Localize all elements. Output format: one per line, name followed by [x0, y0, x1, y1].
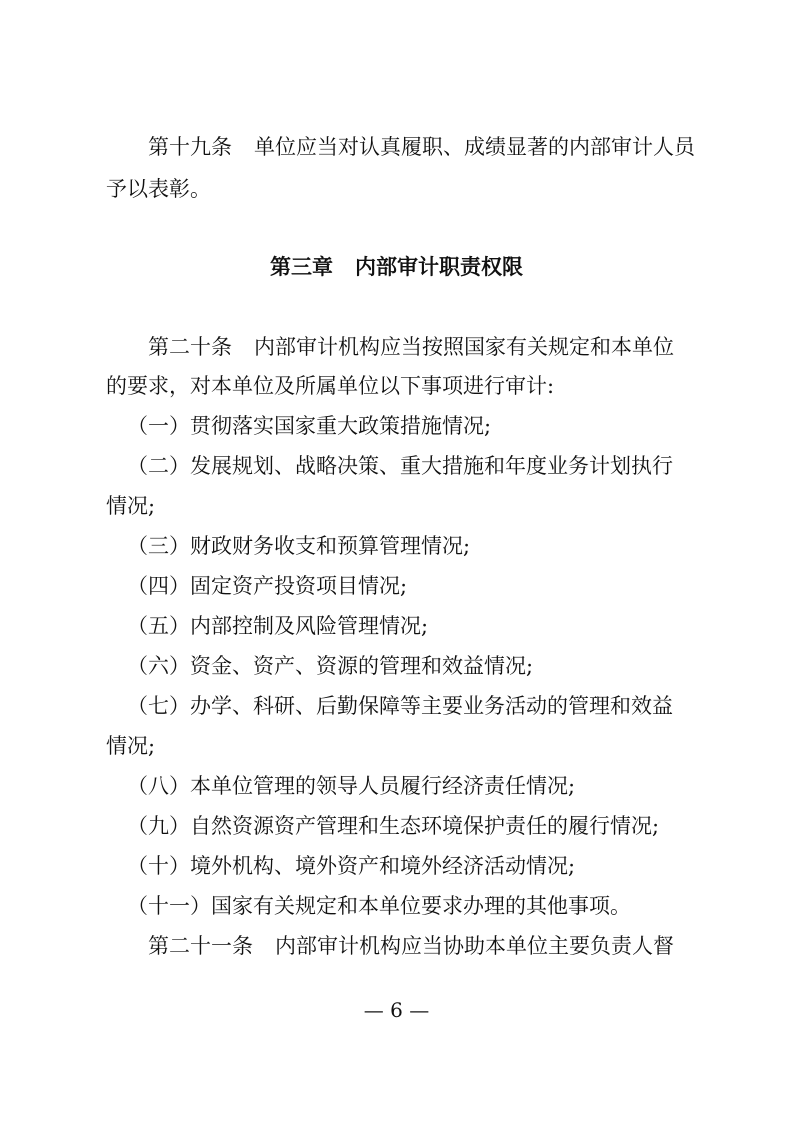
page-number: — 6 —	[363, 998, 430, 1022]
list-item-continuation: 情况;	[106, 734, 156, 758]
list-item: （二）发展规划、战略决策、重大措施和年度业务计划执行	[127, 454, 673, 478]
article-20-line-2: 的要求，对本单位及所属单位以下事项进行审计:	[106, 374, 555, 398]
article-21-label: 第二十一条	[148, 934, 253, 958]
article-21-text: 内部审计机构应当协助本单位主要负责人督	[275, 934, 674, 958]
article-19-line-2: 予以表彰。	[106, 177, 211, 201]
list-item: （五）内部控制及风险管理情况;	[127, 614, 429, 638]
chapter-label: 第三章	[270, 255, 333, 279]
list-item: （八）本单位管理的领导人员履行经济责任情况;	[127, 774, 576, 798]
list-item: （七）办学、科研、后勤保障等主要业务活动的管理和效益	[127, 694, 673, 718]
list-item: （三）财政财务收支和预算管理情况;	[127, 534, 471, 558]
chapter-title: 内部审计职责权限	[355, 255, 523, 279]
list-item-continuation: 情况;	[106, 494, 156, 518]
list-item: （九）自然资源资产管理和生态环境保护责任的履行情况;	[127, 814, 660, 838]
article-19-line-1	[148, 133, 695, 161]
list-item: （十一）国家有关规定和本单位要求办理的其他事项。	[127, 894, 631, 918]
list-item: （六）资金、资产、资源的管理和效益情况;	[127, 654, 534, 678]
article-20-label: 第二十条	[148, 335, 232, 359]
list-item: （十）境外机构、境外资产和境外经济活动情况;	[127, 854, 576, 878]
article-20-text: 内部审计机构应当按照国家有关规定和本单位	[254, 335, 674, 359]
list-item: （四）固定资产投资项目情况;	[127, 574, 408, 598]
article-19-text: 单位应当对认真履职、成绩显著的内部审计人员	[254, 135, 695, 159]
article-19-label: 第十九条	[148, 135, 232, 159]
list-item: （一）贯彻落实国家重大政策措施情况;	[127, 414, 492, 438]
chapter-heading	[0, 253, 793, 281]
article-21-line-1	[148, 932, 674, 960]
article-20-line-1	[148, 333, 674, 361]
